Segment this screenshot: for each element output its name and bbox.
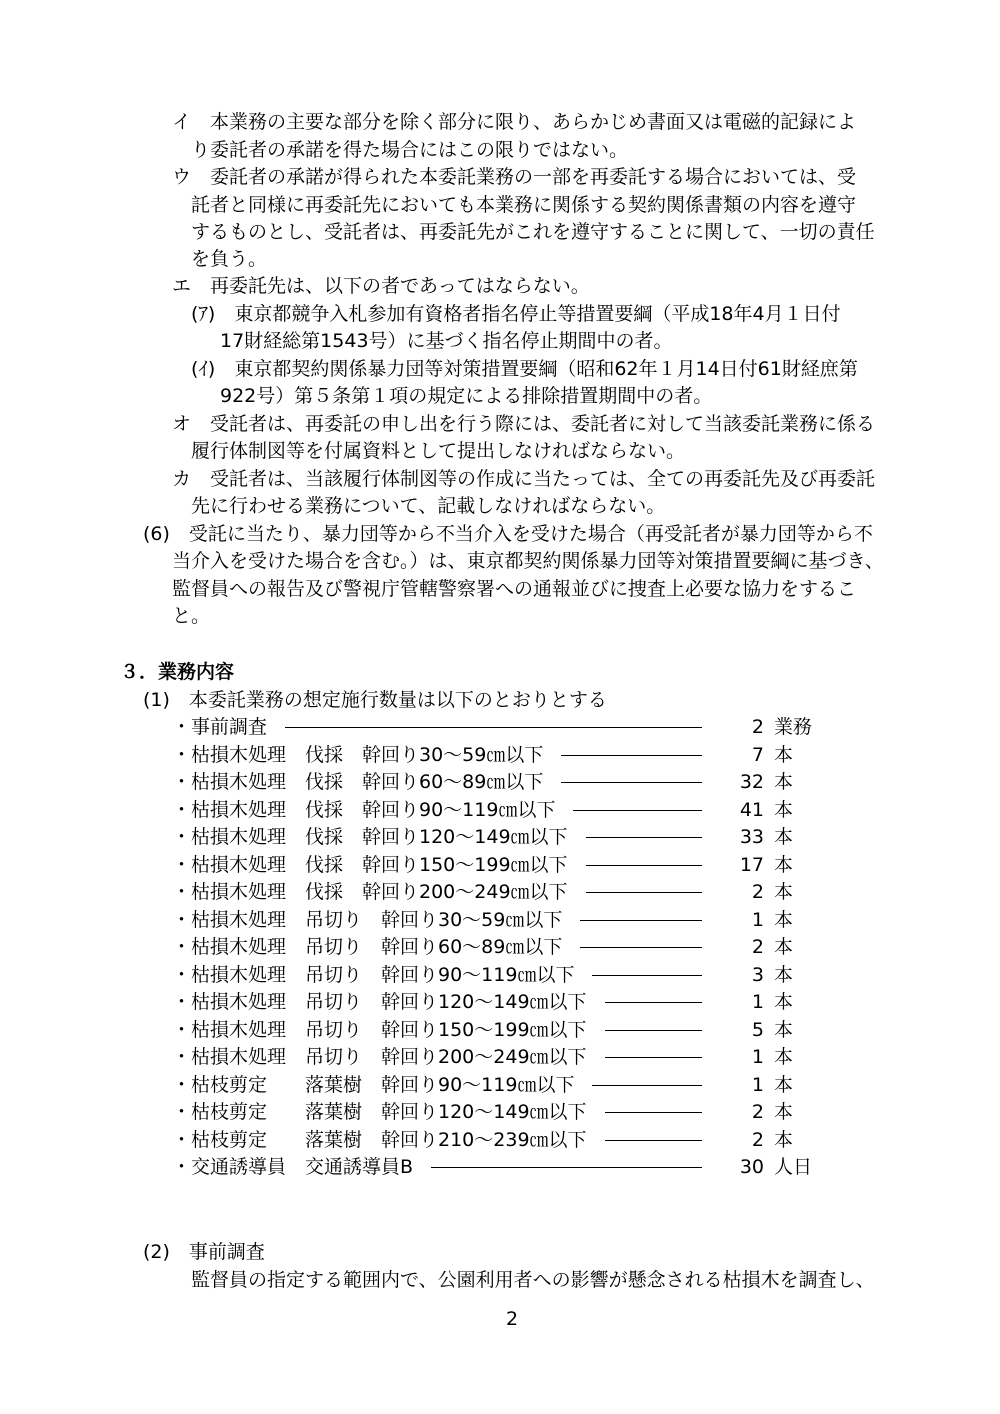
leader-line <box>573 810 702 811</box>
leader-line <box>605 1030 702 1031</box>
leader-line <box>605 1140 702 1141</box>
quantity-unit: 本 <box>774 826 794 848</box>
clause-e-b-line2: 922号）第５条第１項の規定による排除措置期間中の者。 <box>220 385 713 407</box>
quantity-unit: 本 <box>774 1018 794 1041</box>
clause-e-line1: エ 再委託先は、以下の者であってはならない。 <box>172 275 590 297</box>
clause-6-line2: 当介入を受けた場合を含む。）は、東京都契約関係暴力団等対策措置要綱に基づき、 <box>172 550 884 572</box>
clause-u-line2: 託者と同様に再委託先においても本業務に関係する契約関係書類の内容を遵守 <box>191 194 857 216</box>
quantity-item-label: ・枯損木処理 吊切り 幹回り150～199㎝以下 <box>172 1018 587 1041</box>
quantity-value: 1 <box>751 1046 764 1068</box>
clause-e-a-line1: (ｱ) 東京都競争入札参加有資格者指名停止等措置要綱（平成18年4月１日付 <box>191 303 841 325</box>
quantity-unit: 本 <box>774 1046 794 1068</box>
quantity-value: 1 <box>751 991 764 1013</box>
clause-6-line4: と。 <box>172 605 211 627</box>
subsection-2-text: 監督員の指定する範囲内で、公園利用者への影響が懸念される枯損木を調査し、 <box>191 1269 875 1291</box>
quantity-item-label: ・枯損木処理 伐採 幹回り60～89㎝以下 <box>172 771 544 793</box>
leader-line <box>431 1167 702 1168</box>
clause-ka-line1: カ 受託者は、当該履行体制図等の作成に当たっては、全ての再委託先及び再委託 <box>172 468 876 490</box>
quantity-item-label: ・枯損木処理 吊切り 幹回り60～89㎝以下 <box>172 936 563 958</box>
leader-line <box>580 920 702 921</box>
page-number: 2 <box>505 1308 519 1330</box>
quantity-value: 1 <box>751 1073 764 1096</box>
clause-6-line1: (6) 受託に当たり、暴力団等から不当介入を受けた場合（再受託者が暴力団等から不 <box>143 523 873 545</box>
quantity-value: 5 <box>751 1018 764 1041</box>
quantity-value: 41 <box>739 798 764 821</box>
clause-o-line2: 履行体制図等を付属資料として提出しなければならない。 <box>191 440 686 462</box>
quantity-item-label: ・枯損木処理 伐採 幹回り150～199㎝以下 <box>172 853 568 876</box>
clause-6-line3: 監督員への報告及び警視庁管轄警察署への通報並びに捜査上必要な協力をするこ <box>172 578 857 600</box>
quantity-value: 17 <box>739 853 764 876</box>
clause-u-line4: を負う。 <box>191 248 268 270</box>
quantity-unit: 本 <box>774 798 794 821</box>
quantity-value: 3 <box>751 963 764 986</box>
clause-i-line1: イ 本業務の主要な部分を除く部分に限り、あらかじめ書面又は電磁的記録によ <box>172 111 857 133</box>
quantity-item-label: ・枯損木処理 吊切り 幹回り120～149㎝以下 <box>172 991 587 1013</box>
quantity-item-label: ・交通誘導員 交通誘導員B <box>172 1156 414 1178</box>
leader-line <box>605 1112 702 1113</box>
clause-i-line2: り委託者の承諾を得た場合にはこの限りではない。 <box>191 139 629 161</box>
quantity-item-label: ・枯枝剪定 落葉樹 幹回り120～149㎝以下 <box>172 1101 587 1123</box>
quantity-unit: 本 <box>774 853 794 876</box>
quantity-item-label: ・枯損木処理 吊切り 幹回り200～249㎝以下 <box>172 1046 587 1068</box>
clause-ka-line2: 先に行わせる業務について、記載しなければならない。 <box>191 495 666 517</box>
quantity-value: 2 <box>751 1128 764 1151</box>
leader-line <box>285 727 702 728</box>
quantity-unit: 本 <box>774 881 794 903</box>
quantity-item-label: ・枯枝剪定 落葉樹 幹回り90～119㎝以下 <box>172 1073 575 1096</box>
leader-line <box>561 782 702 783</box>
quantity-unit: 本 <box>774 771 794 793</box>
leader-line <box>605 1057 702 1058</box>
quantity-unit: 本 <box>774 1128 794 1151</box>
clause-o-line1: オ 受託者は、再委託の申し出を行う際には、委託者に対して当該委託業務に係る <box>172 413 876 435</box>
quantity-value: 2 <box>751 716 764 738</box>
quantity-item-label: ・枯損木処理 伐採 幹回り120～149㎝以下 <box>172 826 568 848</box>
quantity-item-label: ・枯枝剪定 落葉樹 幹回り210～239㎝以下 <box>172 1128 587 1151</box>
leader-line <box>580 947 702 948</box>
subsection-1-title: (1) 本委託業務の想定施行数量は以下のとおりとする <box>143 689 607 711</box>
quantity-value: 33 <box>739 826 764 848</box>
quantity-item-label: ・枯損木処理 伐採 幹回り30～59㎝以下 <box>172 743 544 766</box>
quantity-unit: 本 <box>774 1073 794 1096</box>
quantity-value: 32 <box>739 771 764 793</box>
quantity-unit: 人日 <box>774 1156 813 1178</box>
leader-line <box>561 755 702 756</box>
quantity-unit: 本 <box>774 908 794 931</box>
quantity-item-label: ・枯損木処理 伐採 幹回り200～249㎝以下 <box>172 881 568 903</box>
leader-line <box>605 1002 702 1003</box>
leader-line <box>592 975 702 976</box>
quantity-value: 2 <box>751 936 764 958</box>
quantity-value: 2 <box>751 1101 764 1123</box>
clause-u-line3: するものとし、受託者は、再委託先がこれを遵守することに関して、一切の責任 <box>191 221 875 243</box>
clause-e-b-line1: (ｲ) 東京都契約関係暴力団等対策措置要綱（昭和62年１月14日付61財経庶第 <box>191 358 858 380</box>
quantity-item-label: ・枯損木処理 吊切り 幹回り30～59㎝以下 <box>172 908 563 931</box>
clause-u-line1: ウ 委託者の承諾が得られた本委託業務の一部を再委託する場合においては、受 <box>172 166 857 188</box>
quantity-item-label: ・枯損木処理 伐採 幹回り90～119㎝以下 <box>172 798 556 821</box>
leader-line <box>586 837 702 838</box>
clause-e-a-line2: 17財経総第1543号）に基づく指名停止期間中の者。 <box>220 330 673 352</box>
leader-line <box>586 865 702 866</box>
quantity-unit: 本 <box>774 936 794 958</box>
quantity-item-label: ・枯損木処理 吊切り 幹回り90～119㎝以下 <box>172 963 575 986</box>
quantity-value: 1 <box>751 908 764 931</box>
quantity-unit: 本 <box>774 991 794 1013</box>
subsection-2-title: (2) 事前調査 <box>143 1241 265 1263</box>
quantity-value: 2 <box>751 881 764 903</box>
leader-line <box>586 892 702 893</box>
quantity-unit: 本 <box>774 743 794 766</box>
quantity-value: 7 <box>751 743 764 766</box>
quantity-unit: 本 <box>774 1101 794 1123</box>
quantity-unit: 業務 <box>774 716 813 738</box>
leader-line <box>592 1085 702 1086</box>
section-3-heading: ３．業務内容 <box>120 661 235 683</box>
quantity-item-label: ・事前調査 <box>172 716 268 738</box>
quantity-value: 30 <box>739 1156 764 1178</box>
quantity-unit: 本 <box>774 963 794 986</box>
